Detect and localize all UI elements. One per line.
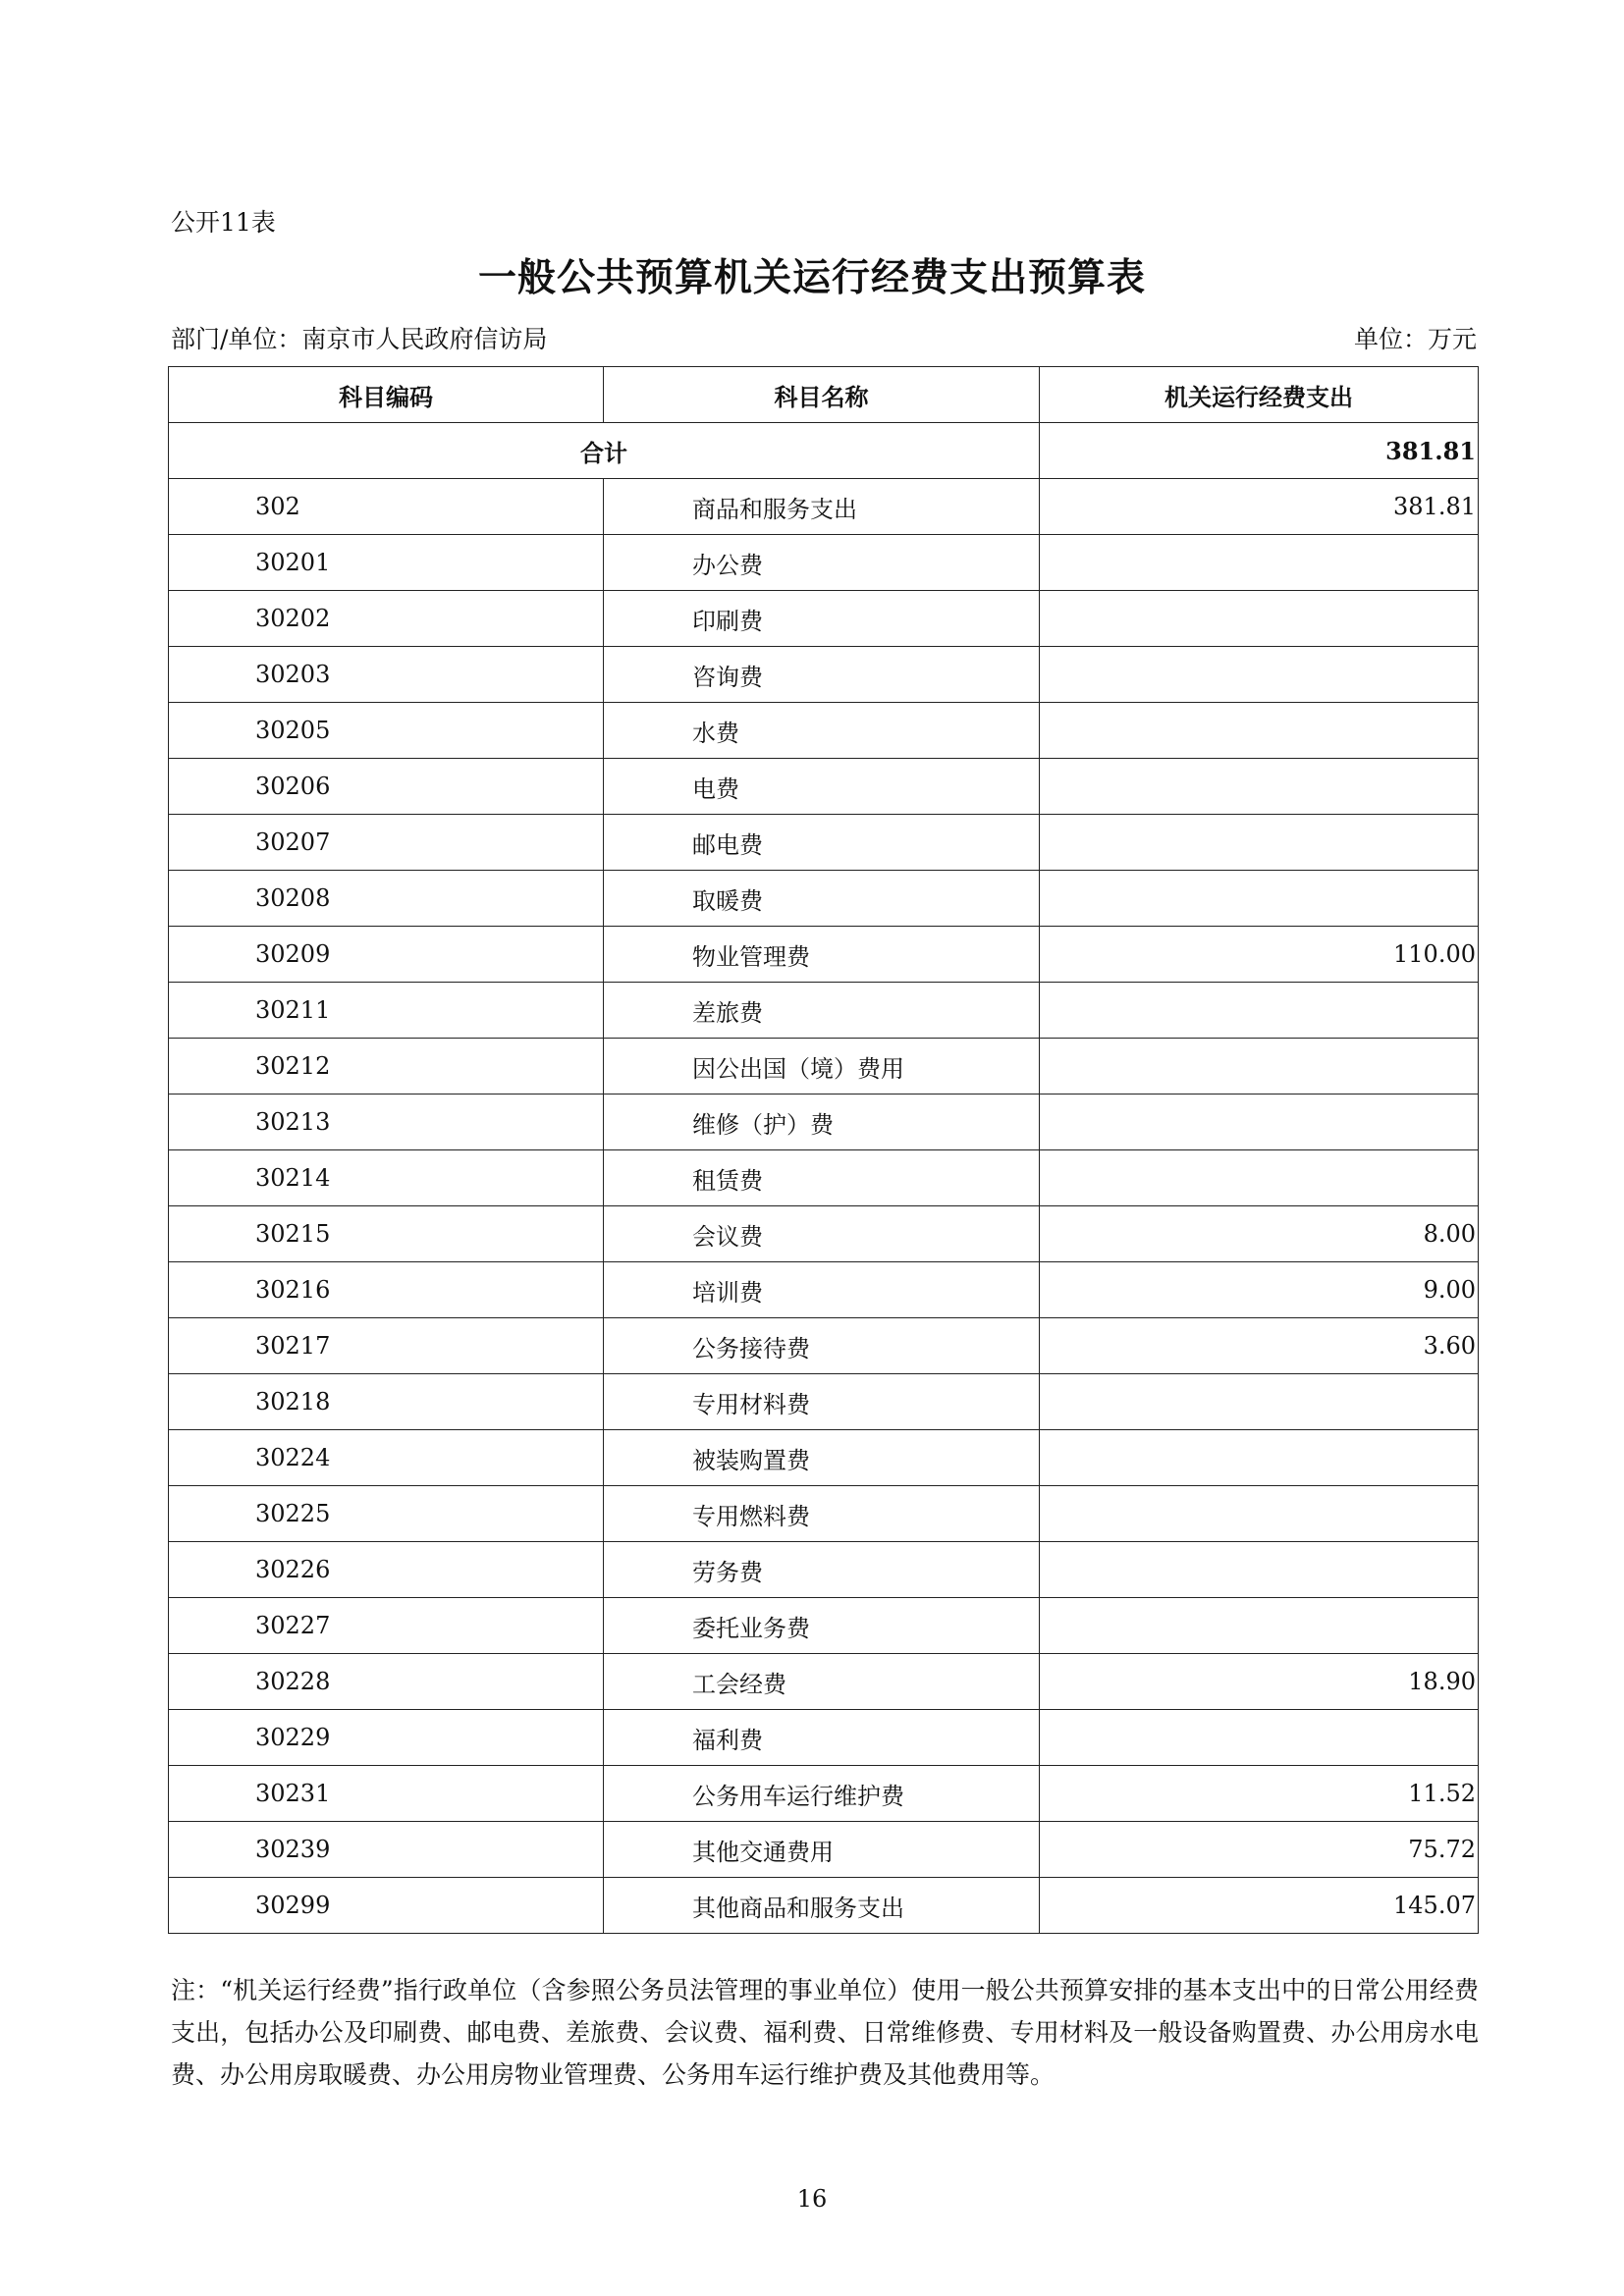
total-label: 合计 [169, 423, 1040, 479]
row-amount [1040, 703, 1479, 759]
row-name: 取暖费 [604, 871, 1040, 927]
row-name: 公务接待费 [604, 1318, 1040, 1374]
row-amount: 18.90 [1040, 1654, 1479, 1710]
table-row [169, 1710, 1479, 1766]
row-name: 咨询费 [604, 647, 1040, 703]
page-number: 16 [796, 2185, 828, 2213]
row-name: 维修（护）费 [604, 1095, 1040, 1150]
row-code: 30227 [169, 1598, 604, 1654]
row-name: 物业管理费 [604, 927, 1040, 983]
row-amount [1040, 1374, 1479, 1430]
row-code: 302 [169, 479, 604, 535]
table-row [169, 983, 1479, 1039]
table-label: 公开11表 [171, 208, 276, 237]
row-code: 30208 [169, 871, 604, 927]
table-row [169, 871, 1479, 927]
row-name: 电费 [604, 759, 1040, 815]
row-code: 30211 [169, 983, 604, 1039]
row-name: 其他交通费用 [604, 1822, 1040, 1878]
row-amount [1040, 1542, 1479, 1598]
table-row [169, 647, 1479, 703]
department-label: 部门/单位：南京市人民政府信访局 [171, 325, 548, 353]
row-code: 30201 [169, 535, 604, 591]
row-code: 30213 [169, 1095, 604, 1150]
total-amount: 381.81 [1040, 423, 1479, 479]
header-amount: 机关运行经费支出 [1040, 367, 1479, 423]
row-name: 劳务费 [604, 1542, 1040, 1598]
row-code: 30212 [169, 1039, 604, 1095]
row-name: 水费 [604, 703, 1040, 759]
row-name: 印刷费 [604, 591, 1040, 647]
row-amount [1040, 1486, 1479, 1542]
header-code: 科目编码 [169, 367, 604, 423]
table-row [169, 479, 1479, 535]
row-name: 被装购置费 [604, 1430, 1040, 1486]
table-row [169, 1318, 1479, 1374]
meta-row [171, 320, 1477, 355]
row-code: 30207 [169, 815, 604, 871]
row-name: 培训费 [604, 1262, 1040, 1318]
table-row [169, 1150, 1479, 1206]
row-amount: 8.00 [1040, 1206, 1479, 1262]
row-amount: 11.52 [1040, 1766, 1479, 1822]
row-amount [1040, 1039, 1479, 1095]
row-code: 30225 [169, 1486, 604, 1542]
table-row [169, 1766, 1479, 1822]
row-amount [1040, 1710, 1479, 1766]
unit-label: 单位：万元 [1353, 325, 1477, 353]
row-amount: 3.60 [1040, 1318, 1479, 1374]
table-row [169, 1822, 1479, 1878]
row-code: 30239 [169, 1822, 604, 1878]
table-row [169, 927, 1479, 983]
table-row [169, 1374, 1479, 1430]
table-row [169, 703, 1479, 759]
table-row [169, 759, 1479, 815]
row-code: 30229 [169, 1710, 604, 1766]
total-row [169, 423, 1479, 479]
row-name: 商品和服务支出 [604, 479, 1040, 535]
table-row [169, 535, 1479, 591]
page-title: 一般公共预算机关运行经费支出预算表 [477, 256, 1146, 300]
row-code: 30228 [169, 1654, 604, 1710]
table-row [169, 1878, 1479, 1934]
row-code: 30218 [169, 1374, 604, 1430]
row-name: 因公出国（境）费用 [604, 1039, 1040, 1095]
row-amount [1040, 1430, 1479, 1486]
row-name: 工会经费 [604, 1654, 1040, 1710]
row-name: 会议费 [604, 1206, 1040, 1262]
row-amount: 381.81 [1040, 479, 1479, 535]
row-amount: 75.72 [1040, 1822, 1479, 1878]
row-code: 30205 [169, 703, 604, 759]
row-code: 30216 [169, 1262, 604, 1318]
row-amount [1040, 815, 1479, 871]
row-amount: 9.00 [1040, 1262, 1479, 1318]
row-code: 30215 [169, 1206, 604, 1262]
row-name: 其他商品和服务支出 [604, 1878, 1040, 1934]
row-amount [1040, 591, 1479, 647]
table-row [169, 1542, 1479, 1598]
row-name: 公务用车运行维护费 [604, 1766, 1040, 1822]
row-code: 30224 [169, 1430, 604, 1486]
row-amount [1040, 535, 1479, 591]
row-code: 30214 [169, 1150, 604, 1206]
row-amount [1040, 1598, 1479, 1654]
row-code: 30226 [169, 1542, 604, 1598]
table-row [169, 591, 1479, 647]
row-code: 30231 [169, 1766, 604, 1822]
table-row [169, 1598, 1479, 1654]
row-name: 办公费 [604, 535, 1040, 591]
table-row [169, 815, 1479, 871]
table-header-row [169, 367, 1479, 423]
row-amount [1040, 871, 1479, 927]
row-code: 30217 [169, 1318, 604, 1374]
table-row [169, 1095, 1479, 1150]
table-row [169, 1262, 1479, 1318]
row-name: 差旅费 [604, 983, 1040, 1039]
row-code: 30202 [169, 591, 604, 647]
row-name: 邮电费 [604, 815, 1040, 871]
row-amount [1040, 1095, 1479, 1150]
row-name: 专用燃料费 [604, 1486, 1040, 1542]
table-row [169, 1430, 1479, 1486]
row-code: 30206 [169, 759, 604, 815]
row-code: 30209 [169, 927, 604, 983]
table-row [169, 1039, 1479, 1095]
row-code: 30203 [169, 647, 604, 703]
row-amount [1040, 647, 1479, 703]
row-amount: 110.00 [1040, 927, 1479, 983]
row-name: 委托业务费 [604, 1598, 1040, 1654]
header-name: 科目名称 [604, 367, 1040, 423]
row-amount: 145.07 [1040, 1878, 1479, 1934]
row-code: 30299 [169, 1878, 604, 1934]
table-row [169, 1206, 1479, 1262]
row-name: 福利费 [604, 1710, 1040, 1766]
row-amount [1040, 759, 1479, 815]
row-amount [1040, 1150, 1479, 1206]
table-row [169, 1486, 1479, 1542]
table-row [169, 1654, 1479, 1710]
budget-table [168, 366, 1479, 1934]
footnote: 注：“机关运行经费”指行政单位（含参照公务员法管理的事业单位）使用一般公共预算安排的基本支出中的日常公用经费支出，包括办公及印刷费、邮电费、差旅费、会议费、福利费、日常维修费、专用材料及一般设备购置费、办公用房水电费、办公用房取暖费、办公用房物业管理费、公务用车运行维护费及其他费用等。 [171, 1976, 1479, 2089]
row-name: 专用材料费 [604, 1374, 1040, 1430]
row-amount [1040, 983, 1479, 1039]
row-name: 租赁费 [604, 1150, 1040, 1206]
